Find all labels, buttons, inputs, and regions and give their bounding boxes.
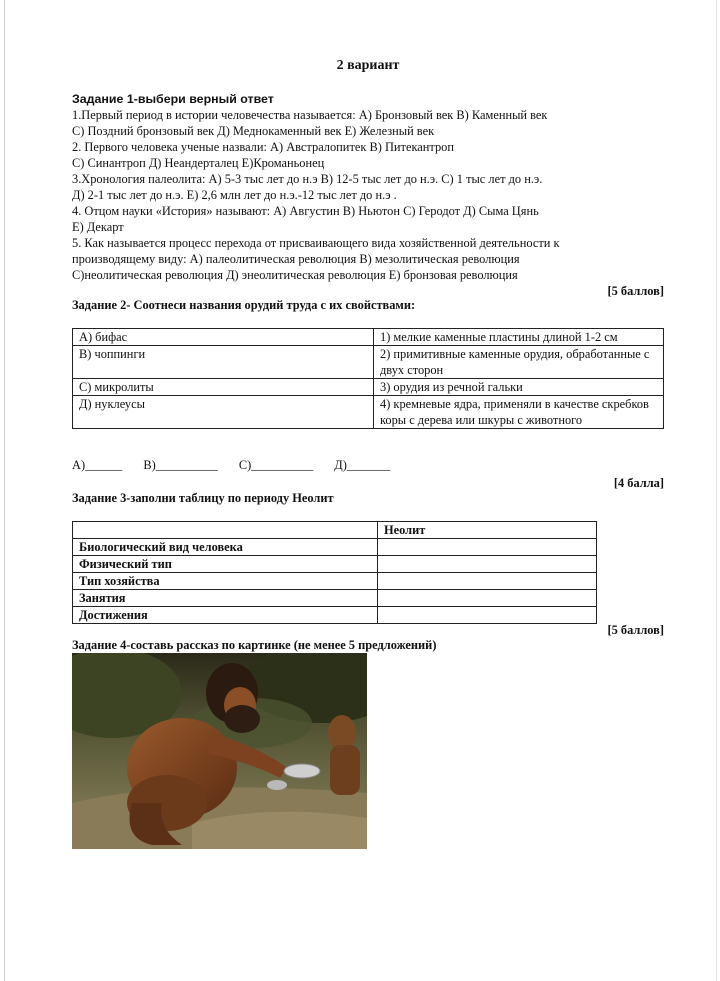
table-row-label: Достижения [73,607,378,624]
table-cell-answer[interactable] [378,590,597,607]
table-cell-tool: Д) нуклеусы [73,396,374,429]
page-right-edge [716,0,717,981]
task1-line: производящему виду: А) палеолитическая революция В) мезолитическая революция [72,252,520,266]
task1-line: Е) Декарт [72,220,124,234]
answer-blank-a[interactable]: А)______ [72,458,123,472]
table-row-label: Физический тип [73,556,378,573]
table-row [73,590,597,607]
table-cell-property: 4) кремневые ядра, применяли в качестве скребков коры с дерева или шкуры с животного [374,396,664,429]
table-row [73,346,664,379]
task1-line: 1.Первый период в истории человечества называется: А) Бронзовый век В) Каменный век [72,108,548,122]
task3-heading: Задание 3-заполни таблицу по периоду Неолит [72,491,334,505]
table-row-label: Тип хозяйства [73,573,378,590]
table-cell-answer[interactable] [378,607,597,624]
task2-heading: Задание 2- Соотнеси названия орудий труда с их свойствами: [72,298,416,312]
table-cell-property: 3) орудия из речной гальки [374,379,664,396]
caveman-picture [72,653,367,849]
task1-line: 5. Как называется процесс перехода от присваивающего вида хозяйственной деятельности к [72,236,560,250]
table-cell-tool: В) чоппинги [73,346,374,379]
answer-blank-d[interactable]: Д)_______ [334,458,391,472]
table-cell-empty [73,522,378,539]
task2-table [72,328,664,429]
task2-answer-blanks [72,458,408,473]
task1-line: 2. Первого человека ученые назвали: А) Австралопитек В) Питекантроп [72,140,455,154]
task1-line: С)неолитическая революция Д) энеолитическая революция Е) бронзовая революция [72,268,518,282]
table-row [73,379,664,396]
task1-line: 3.Хронология палеолита: А) 5-3 тыс лет до н.э В) 12-5 тыс лет до н.э. С) 1 тыс лет до н.э. [72,172,543,186]
table-row [73,573,597,590]
table-header-row [73,522,597,539]
page-title: 2 вариант [336,58,400,73]
table-row [73,329,664,346]
task1-score: [5 баллов] [607,284,664,298]
table-cell-property: 1) мелкие каменные пластины длиной 1-2 см [374,329,664,346]
table-column-header: Неолит [378,522,597,539]
answer-blank-b[interactable]: В)__________ [143,458,218,472]
table-row-label: Занятия [73,590,378,607]
table-cell-property: 2) примитивные каменные орудия, обработанные с двух сторон [374,346,664,379]
task3-score: [5 баллов] [607,623,664,637]
table-row [73,396,664,429]
task1 [72,91,664,299]
page-left-edge [4,0,5,981]
table-row [73,607,597,624]
task1-line: 4. Отцом науки «История» называют: А) Августин В) Ньютон С) Геродот Д) Сыма Цянь [72,204,539,218]
table-cell-tool: А) бифас [73,329,374,346]
table-row-label: Биологический вид человека [73,539,378,556]
task2-score: [4 балла] [613,476,664,490]
table-row [73,556,597,573]
table-cell-answer[interactable] [378,539,597,556]
table-cell-answer[interactable] [378,573,597,590]
table-cell-answer[interactable] [378,556,597,573]
table-cell-tool: С) микролиты [73,379,374,396]
task4-heading: Задание 4-составь рассказ по картинке (не менее 5 предложений) [72,638,437,652]
task3-table [72,521,597,624]
task1-line: Д) 2-1 тыс лет до н.э. Е) 2,6 млн лет до н.э.-12 тыс лет до н.э . [72,188,397,202]
task1-heading: Задание 1-выбери верный ответ [72,92,274,106]
table-row [73,539,597,556]
answer-blank-c[interactable]: С)__________ [238,458,314,472]
task1-line: С) Поздний бронзовый век Д) Меднокаменный век Е) Железный век [72,124,435,138]
task1-line: С) Синантроп Д) Неандерталец Е)Кроманьонец [72,156,325,170]
